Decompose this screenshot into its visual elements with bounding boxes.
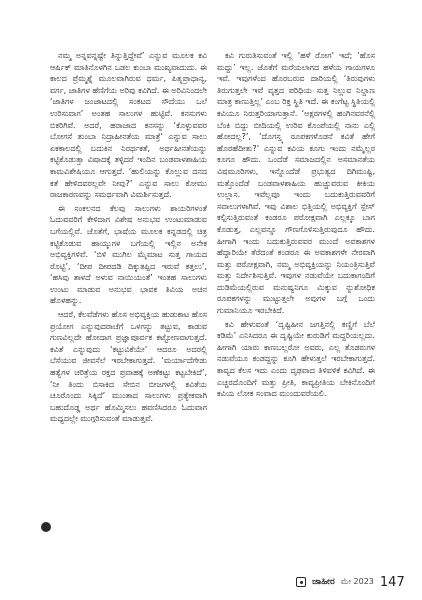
brand-logo-icon bbox=[296, 577, 306, 587]
page-number: 147 bbox=[379, 574, 405, 590]
left-paragraph-3: ಆದರೆ, ಕೆಲವೆಡೆಗಳು ಹೊಸ ಅಭಿವ್ಯಕ್ತಿಯ ಹುಡುಕಾಟ ಹೊಸ ಪ್ರಯೋಗ ಎನ್ನುವುದರಾಚೆಗೆ ಒಳಗನ್ನು ತಟ್ಟುವ, ಕಾಡುವ ಗುಣವಿಲ್ಲದೇ ಹೋದಾಗ ಪ್ರಜ್ಞಾಪೂರ್ವಕ ಕಟ್ಟೋಣವಾಗುತ್ತದೆ. ಕವಿತೆ ಎನ್ನುವುದು ‘ಕಟ್ಟುವಿಕೆಯೇ’ ಆದರೂ ಅದರಲ್ಲಿ ಬೆಸೆಯುವ ಜೀವಸೆಲೆ ಇರಬೇಕಾಗುತ್ತದೆ. ‘ಮರ್ಯಾದೆಗೇಡು ಹತ್ಯೆಗಳ ಚರಿತ್ರೆಯ ರಕ್ತದ ಪ್ರವಾಹಕ್ಕೆ ಅಣೆಕಟ್ಟು ಕಟ್ಟಬೇಕಿದೆ’, ‘ನೀ ತಿಂದು ಬಿಸಾಕಿದ ಸೇಬಿನ ಬೀಜಗಳಲ್ಲಿ ಕವಿತೆಯ ಚೂರೊಂದು ಸಿಕ್ಕಿದೆ’ ಮುಂತಾದ ಸಾಲುಗಳು ಪ್ರತ್ಯೇಕವಾಗಿ ಬಹುದೊಡ್ಡ ಅರ್ಥ ಹೊಮ್ಮಿಸಲು ಹವಣಿಸಿದರೂ ಓದುವಾಗ ಮಧ್ಯದಲ್ಲೇ ಮುಗ್ಗರಿಸುವಂತೆ ಮಾಡುತ್ತವೆ. bbox=[50, 310, 207, 424]
issue-date: ಮೇ 2023 bbox=[340, 577, 374, 586]
end-mark-dot-icon bbox=[41, 522, 51, 532]
left-paragraph-2: ಈ ಸಂಕಲನದ ಕೆಲವು ಸಾಲುಗಳು ಶಾಯರಿಗಳಂತೆ ಓದುವವರಿಗೆ ಕೇಳಿದಾಗ ವಿಶೇಷ ಅನುಭವ ಉಂಟುಮಾಡುವ ಬಗೆಯಲ್ಲಿವೆ. ಜೊತೆಗೆ, ಭಾಷೆಯ ಮೂಲಕ ಕನ್ನಡದಲ್ಲಿ ಚಿತ್ರ ಕಟ್ಟಿಕೊಡುವ ಹಾಯ್ಕುಗಳ ಬಗೆಯಲ್ಲಿ ಇಲ್ಲಿನ ಅನೇಕ ಅಭಿವ್ಯಕ್ತಿಗಳಿವೆ. ‘ಬಿಳಿ ಮುಗಿಲ ಮೈಮಾಟ ಸುತ್ತ ಗಾಯದ ರೊಟ್ಟಿ’, ‘ದೀಪ ದೀಪದಡಿ ದಿಕ್ಕುತಪ್ಪಿದ ಇರುವೆ ಕತ್ತಲು’, ‘ಹಸಿವು ತಾಳದೆ ಅಳುವ ನಾಯಿಯಂತೆ’ ಇಂತಹ ಸಾಲುಗಳು ಉಂಟು ಮಾಡುವ ಅನುಭವ ಭಾವಕ ತಿವಿಯ ಅಚಿನ ಹೊಳಹನ್ನು. bbox=[50, 203, 207, 306]
right-paragraph-2: ಕವಿ ಹೇಳುವಂತೆ ‘ದೃಷ್ಟಿಹೀನ ಜಗತ್ತಿನಲ್ಲಿ ಕಣ್ಣಿಗೆ ಬೆಲೆ ಕಡಿಮೆ’ ಎನಿಸಿದರೂ ಈ ದೃಷ್ಟಿಯೇ ಕುರುಡಿಗೆ ಮದ್ದರಿಯಲ್ಲದು. ಹೀಗಾಗಿ ಯಾರು ಕಾಣಬಲ್ಲರೋ ಅವರು, ಎಲ್ಲ ತೊಡರುಗಳ ನಡುವೆಯೂ ಕಂಡದ್ದನ್ನು ಕೂಗಿ ಹೇಳುತ್ತಲೆ ಇರಬೇಕಾಗುತ್ತದೆ. ಕಾವ್ಯದ ಕೆಲಸ ಇದು ಎಂದು ದೃಢವಾದ ತಿಳಿವಳಿಕೆ ಕವಿಗಿದೆ. ಈ ಎಚ್ಚರದೊಂದಿಗೆ ಮತ್ತು ಪ್ರೀತಿ, ಕಾವ್ಯಪ್ರೀತಿಯ ಬೇಕಿನೊಂದಿಗೆ ಕವಿಯ ಲೋಕ ಸಂವಾದ ಮುಂದುವರೆಯಲಿ. bbox=[217, 319, 375, 399]
right-column bbox=[217, 50, 375, 400]
left-paragraph-1: ನಮ್ಮ ಅನ್ನವನ್ನಷ್ಟೇ ತಿನ್ನುತ್ತಿದ್ದೇವೆ’ ಎನ್ನುವ ಮೂಲಕ ಕವಿ ಆರ್ಷಿಕ್ ಮಾತಿನೊಳಗಿನ ಒಡಲ ಕುಂಬಾ ಮುಖ್ಯವಾದುದು. ಈ ಕಾಲದ ಪ್ರೆಮ್ಮಶ್ನೆ ಮೂಲವಾಗಿರುವ ಧರ್ಮ, ಪಿತೃಪ್ರಾಧಾನ್ಯ, ವರ್ಗ, ಜಾತಿಗಳ ಹೆಣಿಗೆಯ ಅರಿವು ಕವಿಗಿದೆ. ಈ ಅರಿವಿನಿಂದಲೇ ‘ಜಾತಿಗಳ ಜಂಜಾಟದಲ್ಲಿ ಸಂಕಟದ ಸೌದೆಯು ಒಲೆ ಉರಿಸುವಾಗ’ ಅಂತಹ ಸಾಲುಗಳ ಹುಟ್ಟಿವೆ. ಕನಸುಗಳು ಬಿಕರಿಗಿವೆ. ಅದರೆ, ಹರಾಜಾದ ಕನಸನ್ನು ‘ಕೊಳ್ಳುವವರ ಬೋಗಸೆ ತುಂಬಾ ನಿದ್ರಾಹೀನತೆಯ ಮಾತ್ರೆ’ ಎನ್ನುವ ಸಾಲು ಏಕಕಾಲದಲ್ಲಿ ಬದುಕಿನ ನಿರರ್ಥಕತೆ, ಅರ್ಥಹೀನತೆಯನ್ನು ಕಟ್ಟಿಕೊಡುತ್ತಾ ವಿಷಾದಕ್ಕೆ ತಳ್ಳಿದರೆ ಇಂದಿನ ಬಂಡವಾಳಶಾಹಿಯ ಕಾಮವಿಶೇಷಿಯೂ ಆಗುತ್ತದೆ. ‘ಹುಲಿಯನ್ನು ಕೊಲ್ಲುವ ದನದ ಕತೆ ಹೇಳಿದವರಲ್ಲವೇ ನೀವು?’ ಎನ್ನುವ ಸಾಲು ಕೋಮು ರಾಜಕಾರಣವನ್ನು ಸಮರ್ಥವಾಗಿ ವಿಮರ್ಶಿಸುತ್ತದೆ. bbox=[50, 51, 207, 200]
magazine-name: ಜಾಹೀರ bbox=[312, 577, 335, 587]
page-footer bbox=[296, 572, 405, 592]
left-column bbox=[50, 50, 207, 425]
right-paragraph-1: ಕವಿ ಗುರುತಿಸುವಂತೆ ಇಲ್ಲಿ ‘ಹಳೆ ರೋಗ’ ಇದೆ; ‘ಹೊಸ ಮದ್ದು’ ಇಲ್ಲ. ಜೊತೆಗೆ ಮರೆಯಲಾಗದ ಹಳೆಯ ಗಾಯಗಳೂ ಇವೆ. ಇವುಗಳೆಂದ ಹೊರಬರುವ ದಾರಿಯಲ್ಲಿ ‘ತಿರುವುಗಳು ತಿರುಗುತ್ತಲೇ ಇವೆ ವೃತ್ತದ ಪರಿಧಿಯ ಸುತ್ತ ನಿಲ್ಲುವ ನಿಲ್ದಾಣ ಮಾತ್ರ ಕಾಣುತ್ತಿಲ್ಲ’ ಎಂಬ ರಿಕ್ತ ಸ್ಥಿತಿ ಇದೆ. ಈ ಕಂಗೆಟ್ಟ ಸ್ಥಿತಿಯಲ್ಲಿ ಕವಿಯೂ ನಿರುತ್ತರಿಯಾಗುತ್ತಾನೆ. ‘ಅಕ್ಷರಗಳಲ್ಲಿ ಹಂಗಿನವರನೆಲ್ಲಿ ಬೆಂಕಿ ಬಿದ್ದು ಬೀದಿಯಲ್ಲಿ ಉರಿವ ಕೊಂಪೆಯಲ್ಲಿ ನಾನು ಎಲ್ಲಿ ಹೋದಲ್ಲ?’, ‘ದೊಗಸ್ತ್ಕ ರೂಪಕಗಳೊಡನೆ ಕವಿತೆ ಹೇಗೆ ಹೊರಹೆದೀತು?’ ಎನ್ನುವ ಕವಿಯ ಕೂಗು ಇಂದು ನಮ್ಮೆಲ್ಲರ ಕೂಗೂ ಹೌದು. ಒಂದೆಡೆ ಸಮಾಜದಲ್ಲಿನ ಅಸಮಾನತೆಯ ವಿಷಮೂರಿಗಳು, ಇನ್ನೊಂದೆಡೆ ಪ್ರಭುತ್ವದ ದಿಗಿಮುಷ್ಟಿ, ಮತ್ತೊಂದೆಡೆ ಬಂಡವಾಳಶಾಹಿಯ ಹುಚ್ಚುವರುವ ಕೀಕಿಯ ಉಲ್ಲಾಸ. ಇವೆಲ್ಲವೂ ಇಂದು ಬದುಕುತ್ತಿರುವವರಿಗೆ ಸವಾಲುಗಳಾಗಿವೆ. ಇವು ವಿಶಾಲ ಭಿತ್ತಿಯಲ್ಲಿ ಅಭಿವ್ಯಕ್ತಿಗೆ ಸ್ಪೇಸ್ ಕಲ್ಪಿಸುತ್ತಿರುವಂತೆ ಕಂಡರೂ ಪರೋಕ್ಷವಾಗಿ ಎಲ್ಲಕ್ಕೂ ಬಾಗ ಕೊಡುತ್ತ, ಎಲ್ಲವನ್ನೂ ಗೌಣಗೊಳಿಸುತ್ತಿರುವುದೂ ಹೌದು. ಹೀಗಾಗಿ ಇಂದು ಬದುಕುತ್ತಿರುವವರ ಮುಂದೆ ಅವಕಾಶಗಳ ಹೆದ್ದಾರಿಯೇ ತೆರೆದಂತೆ ಕಂಡರೂ ಈ ಅವಕಾಶಗಳೇ ನೇರವಾಗಿ ಮತ್ತು ಪರೋಕ್ಷವಾಗಿ, ನಮ್ಮ ಅಭಿವ್ಯಕ್ತಿಯನ್ನು ನಿಯಂತ್ರಿಸುತ್ತಿವೆ ಮತ್ತು ನಿರ್ದೇಶಿಸುತ್ತಿವೆ. ಇವುಗಳ ನಡುವೆಯೇ ಬದುಕಾಗಂದಿಗೆ ದುಡಿಮೆಯಲ್ಲಿರುವ ಮನುಷ್ಯನಿಗೂ ಮಿಕ್ಕುವ ನ್ನುಶೋಧಿಕ ರೂಪಕಗಳನ್ನು ಮುಟ್ಟುತ್ತಲೇ ಅವುಗಳ ಬಗ್ಗೆ ಒಂದು ಗುಮಾನಿಯೂ ಇರಬೇಕಿದೆ. bbox=[217, 51, 375, 316]
